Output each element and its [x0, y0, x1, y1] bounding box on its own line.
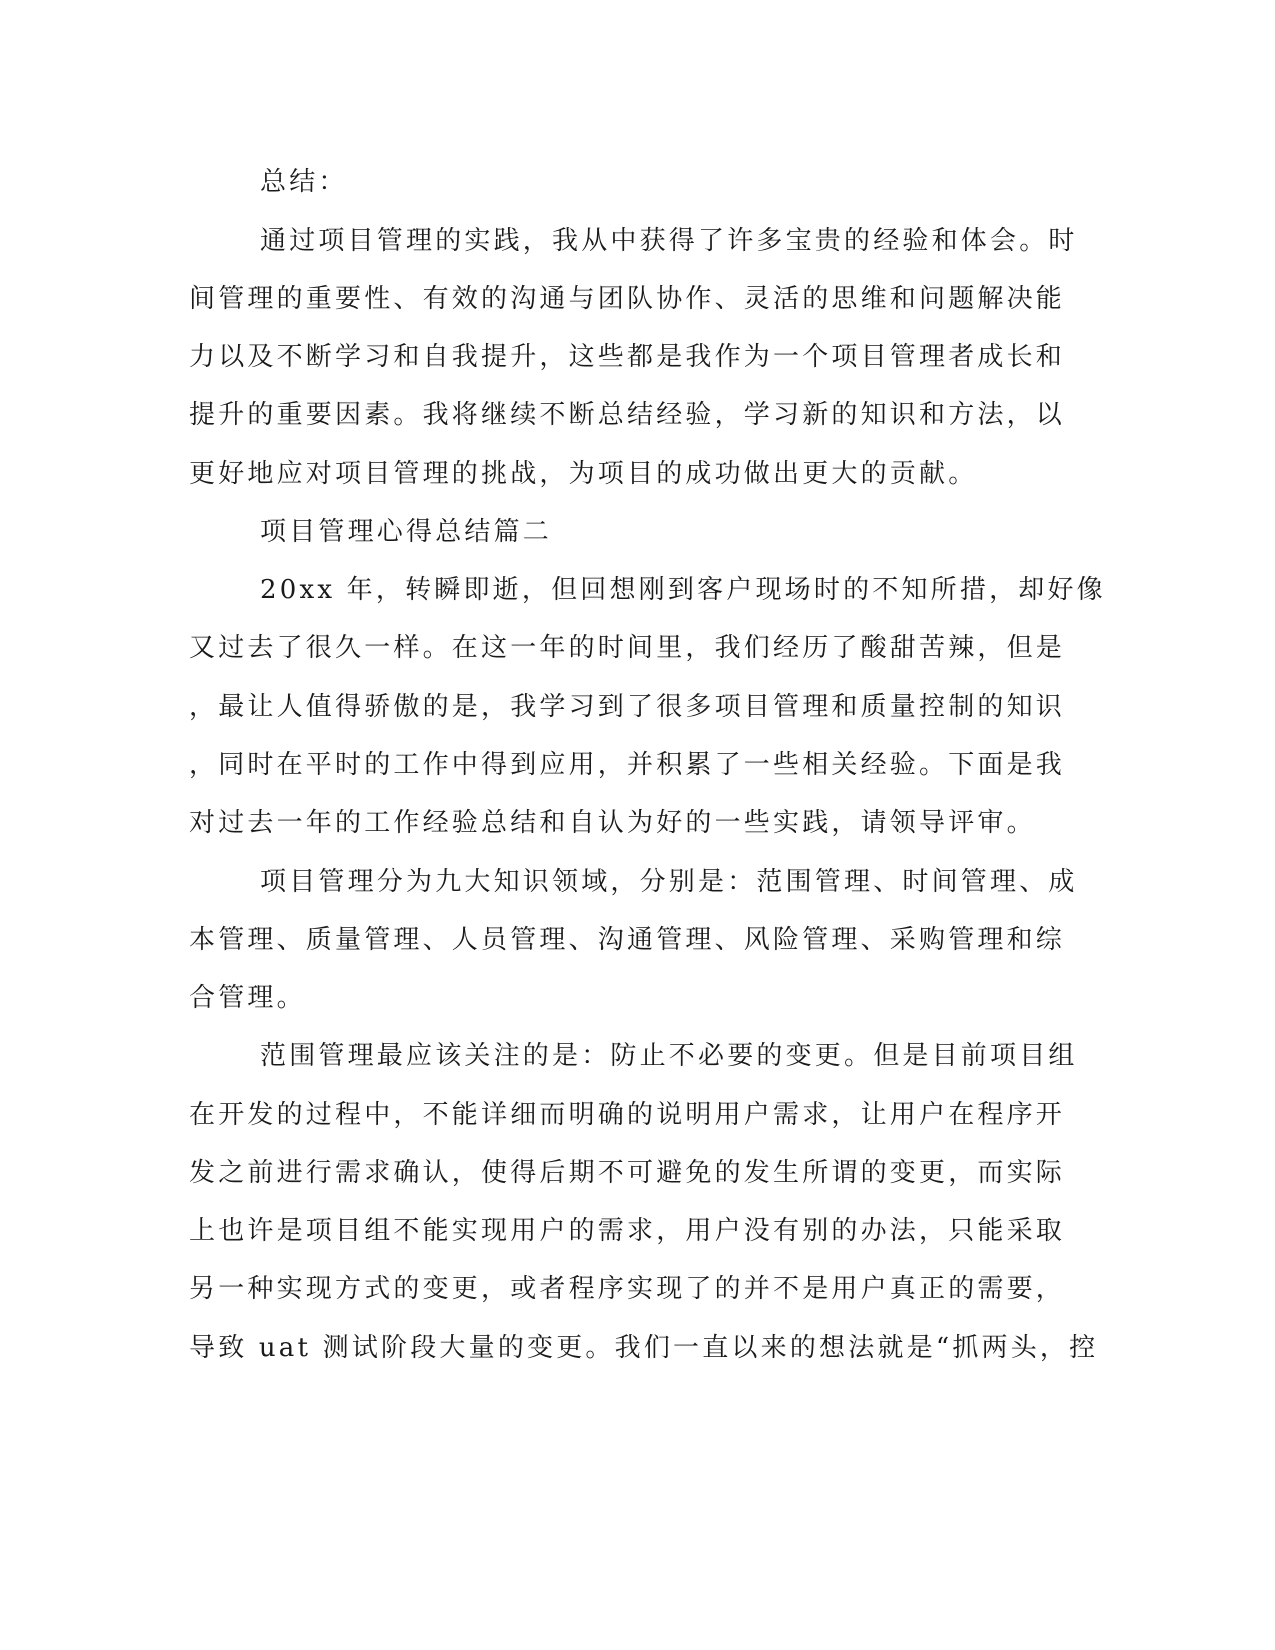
- paragraph-line: 力以及不断学习和自我提升，这些都是我作为一个项目管理者成长和: [189, 342, 1066, 372]
- paragraph-line: ，同时在平时的工作中得到应用，并积累了一些相关经验。下面是我: [189, 750, 1066, 780]
- paragraph-line: 更好地应对项目管理的挑战，为项目的成功做出更大的贡献。: [189, 459, 978, 489]
- paragraph-line: ，最让人值得骄傲的是，我学习到了很多项目管理和质量控制的知识: [189, 692, 1066, 722]
- paragraph-line: 20xx 年，转瞬即逝，但回想刚到客户现场时的不知所措，却好像: [260, 575, 1106, 605]
- paragraph-line: 本管理、质量管理、人员管理、沟通管理、风险管理、采购管理和综: [189, 925, 1066, 955]
- paragraph-line: 另一种实现方式的变更，或者程序实现了的并不是用户真正的需要，: [189, 1274, 1066, 1304]
- paragraph-line: 通过项目管理的实践，我从中获得了许多宝贵的经验和体会。时: [260, 226, 1078, 256]
- paragraph-line: 导致 uat 测试阶段大量的变更。我们一直以来的想法就是“抓两头，控: [189, 1333, 1099, 1363]
- section-heading-part-two: 项目管理心得总结篇二: [260, 517, 553, 547]
- paragraph-line: 上也许是项目组不能实现用户的需求，用户没有别的办法，只能采取: [189, 1216, 1066, 1246]
- paragraph-line: 项目管理分为九大知识领域，分别是：范围管理、时间管理、成: [260, 867, 1078, 897]
- paragraph-line: 又过去了很久一样。在这一年的时间里，我们经历了酸甜苦辣，但是: [189, 633, 1066, 663]
- paragraph-line: 对过去一年的工作经验总结和自认为好的一些实践，请领导评审。: [189, 808, 1036, 838]
- paragraph-line: 发之前进行需求确认，使得后期不可避免的发生所谓的变更，而实际: [189, 1158, 1066, 1188]
- paragraph-line: 在开发的过程中，不能详细而明确的说明用户需求，让用户在程序开: [189, 1100, 1066, 1130]
- paragraph-line: 间管理的重要性、有效的沟通与团队协作、灵活的思维和问题解决能: [189, 284, 1066, 314]
- paragraph-line: 提升的重要因素。我将继续不断总结经验，学习新的知识和方法，以: [189, 400, 1066, 430]
- section-heading-summary: 总结：: [260, 167, 348, 197]
- paragraph-line: 合管理。: [189, 983, 306, 1013]
- paragraph-line: 范围管理最应该关注的是：防止不必要的变更。但是目前项目组: [260, 1041, 1078, 1071]
